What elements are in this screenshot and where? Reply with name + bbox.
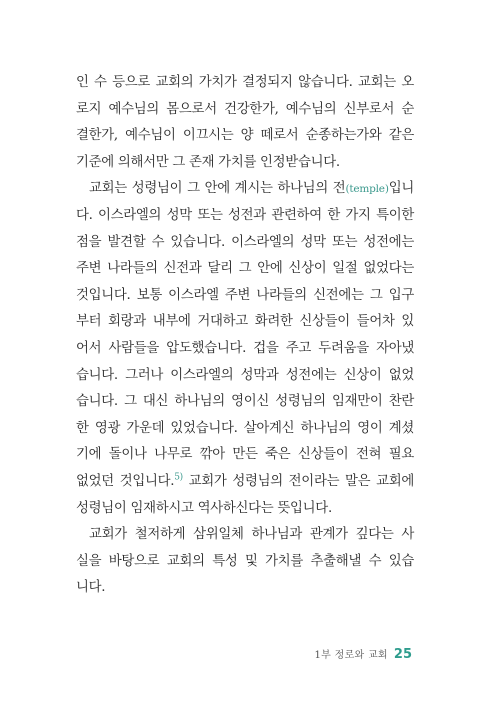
text-line: 한 영광 가운데 있었습니다. 살아계신 하나님의 영이 계셨: [76, 420, 414, 436]
text-segment: 없었던 것입니다.: [76, 473, 175, 489]
text-line: 다. 이스라엘의 성막 또는 성전과 관련하여 한 가지 특이한: [76, 207, 414, 223]
term-gloss: (temple): [345, 183, 389, 196]
body-text: [76, 70, 414, 602]
text-line: 습니다. 그러나 이스라엘의 성막과 성전에는 신상이 없었: [76, 367, 414, 383]
text-line: 로지 예수님의 몸으로서 건강한가, 예수님의 신부로서 순: [76, 101, 414, 117]
text-line: [76, 469, 414, 496]
text-line: 니다.: [76, 580, 106, 596]
text-line: 실을 바탕으로 교회의 특성 및 가치를 추출해낼 수 있습: [76, 553, 414, 569]
text-segment: 교회가 성령님의 전이라는 말은 교회에: [182, 473, 414, 489]
text-line: 주변 나라들의 신전과 달리 그 안에 신상이 일절 없었다는: [76, 261, 414, 277]
text-line: 점을 발견할 수 있습니다. 이스라엘의 성막 또는 성전에는: [76, 234, 414, 250]
text-line: 기준에 의해서만 그 존재 가치를 인정받습니다.: [76, 154, 340, 170]
text-line: 부터 회랑과 내부에 거대하고 화려한 신상들이 들어차 있: [76, 314, 414, 330]
footnote-marker: 5): [174, 472, 183, 483]
running-footer: 1부 정로와 교회: [314, 650, 388, 661]
text-line: [76, 176, 414, 203]
text-segment: 교회는 성령님이 그 안에 계시는 하나님의 전: [89, 181, 346, 197]
text-segment: 입니: [388, 181, 414, 197]
text-line: 습니다. 그 대신 하나님의 영이신 성령님의 임재만이 찬란: [76, 394, 414, 410]
page-footer: [315, 646, 412, 662]
page-number: 25: [393, 647, 412, 662]
text-line: 성령님이 임재하시고 역사하신다는 뜻입니다.: [76, 500, 332, 516]
text-line: 것입니다. 보통 이스라엘 주변 나라들의 신전에는 그 입구: [76, 287, 414, 303]
text-line: 결한가, 예수님이 이끄시는 양 떼로서 순종하는가와 같은: [76, 128, 414, 144]
text-line: 기에 돌이나 나무로 깎아 만든 죽은 신상들이 전혀 필요: [76, 447, 414, 463]
text-line: 교회가 철저하게 삼위일체 하나님과 관계가 깊다는 사: [89, 527, 414, 543]
text-line: 인 수 등으로 교회의 가치가 결정되지 않습니다. 교회는 오: [76, 75, 414, 90]
text-line: 어서 사람들을 압도했습니다. 겁을 주고 두려움을 자아냈: [76, 340, 414, 356]
